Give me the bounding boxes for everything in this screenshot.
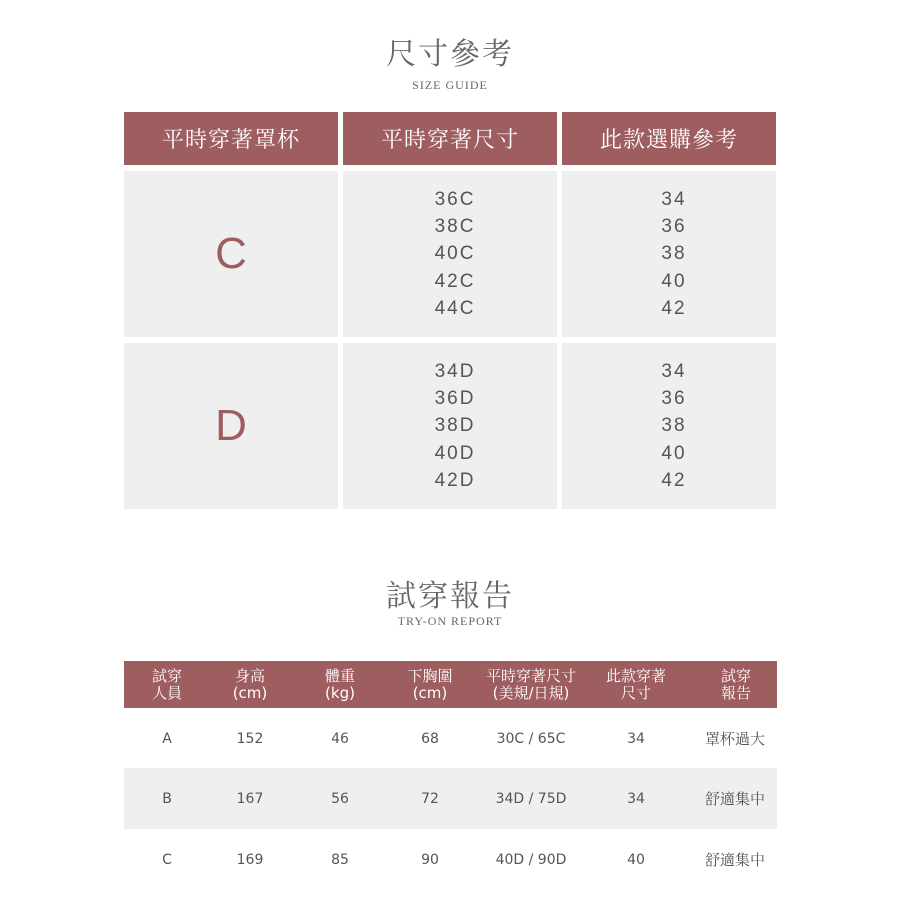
cup-c-cell: C: [124, 171, 338, 337]
header-line: 試穿: [151, 666, 182, 685]
size-value: 34: [661, 188, 687, 210]
cell-size-worn: 34: [627, 730, 645, 747]
size-value: 40C: [434, 243, 476, 265]
header-line: 體重: [324, 666, 355, 685]
header-tester: [139, 661, 195, 708]
cell-usual-size: 40D / 90D: [495, 851, 567, 868]
header-line: 平時穿著尺寸: [485, 666, 576, 685]
cell-report: 罩杯過大: [704, 730, 765, 748]
header-line: (cm): [232, 683, 268, 702]
size-guide-title: 尺寸參考: [386, 37, 514, 72]
table-row: [124, 708, 777, 769]
recommended-sizes-c: [562, 171, 776, 337]
cell-report: 舒適集中: [704, 790, 765, 808]
cell-underbust: 72: [421, 790, 439, 807]
cell-height: 152: [236, 730, 264, 747]
cell-height: 169: [236, 851, 264, 868]
table-row: [124, 768, 777, 829]
header-line: 人員: [151, 683, 182, 702]
size-value: 40D: [434, 442, 476, 464]
size-value: 36D: [434, 388, 476, 410]
header-size-worn: [595, 661, 677, 708]
size-value: 34D: [434, 360, 476, 382]
cell-usual-size: 34D / 75D: [495, 790, 567, 807]
size-value: 38D: [434, 415, 476, 437]
cell-usual-size: 30C / 65C: [496, 730, 566, 747]
size-value: 40: [661, 442, 687, 464]
header-line: 此款穿著: [605, 666, 666, 685]
size-value: 38: [661, 243, 687, 265]
try-on-title: 試穿報告: [386, 579, 514, 614]
header-usual-cup: 平時穿著罩杯: [124, 112, 338, 165]
table-row: [124, 829, 777, 890]
header-weight: [305, 661, 375, 708]
size-value: 44C: [434, 297, 476, 319]
size-value: 36: [661, 216, 687, 238]
cell-underbust: 68: [421, 730, 439, 747]
cell-underbust: 90: [421, 851, 439, 868]
usual-sizes-c: [343, 171, 557, 337]
header-usual-size: [476, 661, 586, 708]
cell-height: 167: [236, 790, 264, 807]
cell-weight: 85: [331, 851, 349, 868]
header-line: 報告: [720, 683, 751, 702]
header-line: 身高: [234, 666, 265, 685]
cell-size-worn: 34: [627, 790, 645, 807]
cell-person: C: [162, 851, 172, 868]
size-value: 42C: [434, 270, 476, 292]
size-value: 40: [661, 270, 687, 292]
size-guide-subtitle: SIZE GUIDE: [412, 78, 488, 92]
cell-weight: 46: [331, 730, 349, 747]
size-value: 42D: [434, 469, 476, 491]
cell-size-worn: 40: [627, 851, 645, 868]
cell-person: A: [162, 730, 172, 747]
header-line: (美規/日規): [492, 683, 570, 702]
header-usual-size: 平時穿著尺寸: [343, 112, 557, 165]
header-line: 尺寸: [620, 683, 651, 702]
header-report: [705, 661, 767, 708]
size-value: 42: [661, 297, 687, 319]
usual-sizes-d: [343, 343, 557, 509]
size-value: 38: [661, 415, 687, 437]
cell-weight: 56: [331, 790, 349, 807]
size-value: 34: [661, 360, 687, 382]
header-recommended-size: 此款選購參考: [562, 112, 776, 165]
header-line: 下胸圍: [407, 666, 453, 685]
header-height: [215, 661, 285, 708]
size-value: 36C: [434, 188, 476, 210]
size-value: 38C: [434, 216, 476, 238]
header-underbust: [393, 661, 467, 708]
size-value: 36: [661, 388, 687, 410]
header-line: (cm): [412, 683, 448, 702]
cup-d-cell: D: [124, 343, 338, 509]
size-value: 42: [661, 469, 687, 491]
try-on-subtitle: TRY-ON REPORT: [397, 614, 503, 628]
recommended-sizes-d: [562, 343, 776, 509]
cell-person: B: [162, 790, 172, 807]
header-line: (kg): [325, 683, 355, 702]
cell-report: 舒適集中: [704, 851, 765, 869]
header-line: 試穿: [720, 666, 751, 685]
